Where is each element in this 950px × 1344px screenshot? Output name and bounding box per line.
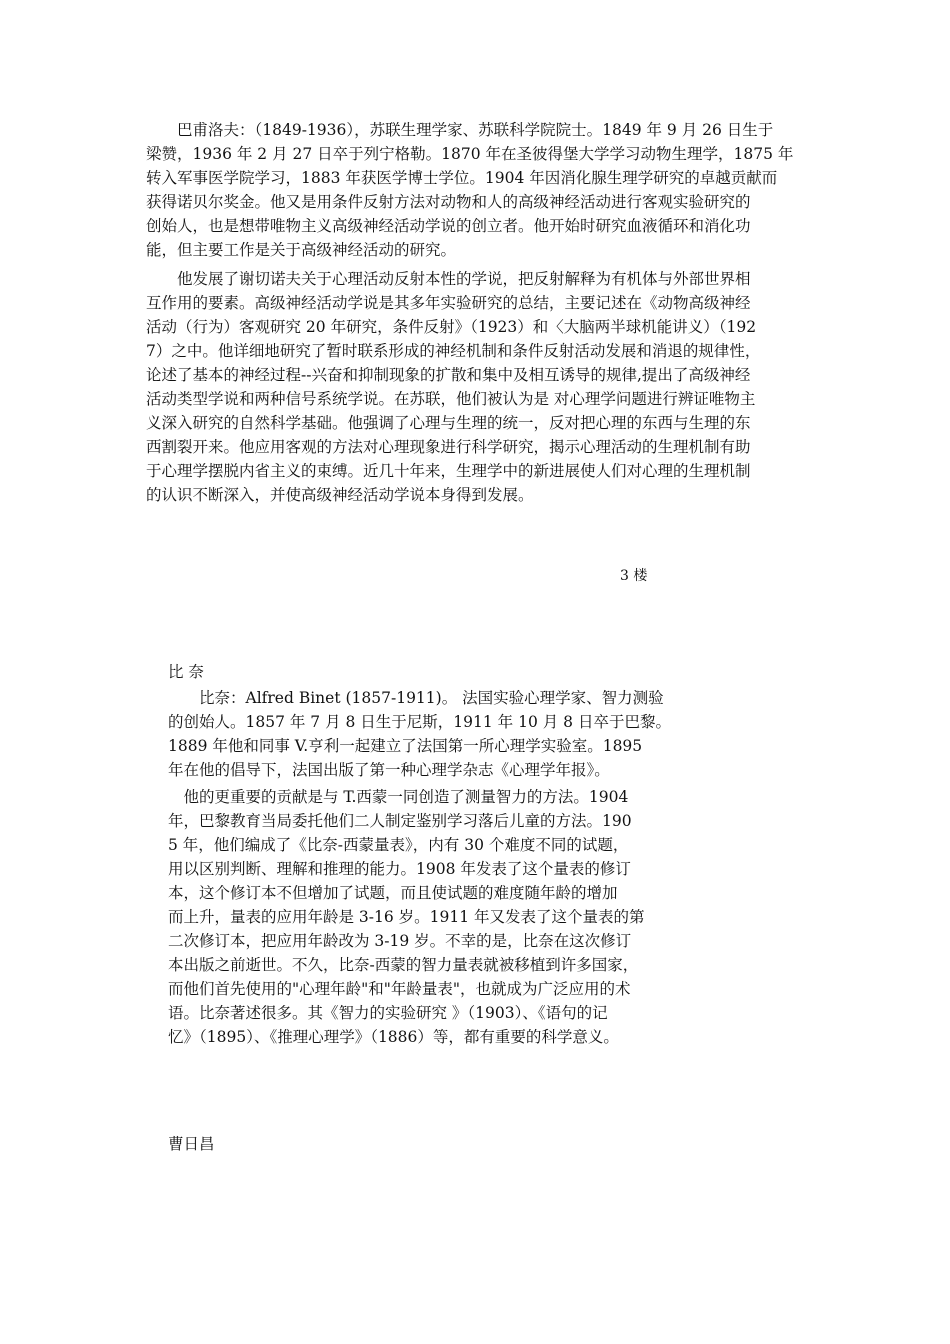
pavlov-line: 的认识不断深入，并使高级神经活动学说本身得到发展。 xyxy=(146,486,534,504)
pavlov-line: 活动类型学说和两种信号系统学说。在苏联，他们被认为是 对心理学问题进行辨证唯物主 xyxy=(146,390,756,408)
cao-heading: 曹日昌 xyxy=(168,1135,215,1153)
pavlov-line: 西割裂开来。他应用客观的方法对心理现象进行科学研究，揭示心理活动的生理机制有助 xyxy=(146,438,751,456)
binet-line: 二次修订本，把应用年龄改为 3-19 岁。不幸的是，比奈在这次修订 xyxy=(168,932,632,950)
binet-heading: 比 奈 xyxy=(168,663,204,681)
pavlov-line: 能，但主要工作是关于高级神经活动的研究。 xyxy=(146,241,457,259)
binet-line: 的创始人。1857 年 7 月 8 日生于尼斯，1911 年 10 月 8 日卒于巴黎。 xyxy=(168,713,671,731)
floor-label: 3 楼 xyxy=(620,568,648,584)
binet-line: 而上升，量表的应用年龄是 3-16 岁。1911 年又发表了这个量表的第 xyxy=(168,908,645,926)
binet-line: 年，巴黎教育当局委托他们二人制定鉴别学习落后儿童的方法。190 xyxy=(168,812,632,830)
binet-line: 1889 年他和同事 V.亨利一起建立了法国第一所心理学实验室。1895 xyxy=(168,737,643,755)
pavlov-line: 获得诺贝尔奖金。他又是用条件反射方法对动物和人的高级神经活动进行客观实验研究的 xyxy=(146,193,751,211)
binet-line: 语。比奈著述很多。其《智力的实验研究 》（1903）、《语句的记 xyxy=(168,1004,608,1022)
pavlov-line: 梁赞，1936 年 2 月 27 日卒于列宁格勒。1870 年在圣彼得堡大学学习动物生理学，1875 年 xyxy=(146,145,794,163)
binet-line: 5 年，他们编成了《比奈-西蒙量表》，内有 30 个难度不同的试题， xyxy=(168,836,629,854)
binet-line: 本，这个修订本不但增加了试题，而且使试题的难度随年龄的增加 xyxy=(168,884,618,902)
binet-line: 忆》（1895）、《推理心理学》（1886）等，都有重要的科学意义。 xyxy=(168,1028,619,1046)
pavlov-line: 7）之中。他详细地研究了暂时联系形成的神经机制和条件反射活动发展和消退的规律性， xyxy=(146,342,761,360)
pavlov-line: 互作用的要素。高级神经活动学说是其多年实验研究的总结，主要记述在《动物高级神经 xyxy=(146,294,751,312)
pavlov-line: 转入军事医学院学习，1883 年获医学博士学位。1904 年因消化腺生理学研究的卓越贡献而 xyxy=(146,169,778,187)
binet-line: 而他们首先使用的"心理年龄"和"年龄量表"，也就成为广泛应用的术 xyxy=(168,980,631,998)
pavlov-line: 论述了基本的神经过程--兴奋和抑制现象的扩散和集中及相互诱导的规律,提出了高级神经 xyxy=(146,366,751,384)
binet-line: 他的更重要的贡献是与 T.西蒙一同创造了测量智力的方法。1904 xyxy=(168,788,629,806)
binet-line: 年在他的倡导下，法国出版了第一种心理学杂志《心理学年报》。 xyxy=(168,761,610,779)
pavlov-line: 创始人，也是想带唯物主义高级神经活动学说的创立者。他开始时研究血液循环和消化功 xyxy=(146,217,751,235)
binet-line: 本出版之前逝世。不久，比奈-西蒙的智力量表就被移植到许多国家， xyxy=(168,956,639,974)
pavlov-line: 他发展了谢切诺夫关于心理活动反射本性的学说，把反射解释为有机体与外部世界相 xyxy=(146,270,751,288)
pavlov-line: 于心理学摆脱内省主义的束缚。近几十年来，生理学中的新进展使人们对心理的生理机制 xyxy=(146,462,751,480)
pavlov-line: 义深入研究的自然科学基础。他强调了心理与生理的统一，反对把心理的东西与生理的东 xyxy=(146,414,751,432)
pavlov-line: 巴甫洛夫：（1849-1936），苏联生理学家、苏联科学院院士。1849 年 9 月 26 日生于 xyxy=(146,121,774,139)
pavlov-line: 活动（行为）客观研究 20 年研究，条件反射》（1923）和〈大脑两半球机能讲义）（192 xyxy=(146,318,757,336)
binet-line: 用以区别判断、理解和推理的能力。1908 年发表了这个量表的修订 xyxy=(168,860,631,878)
binet-line: 比奈：Alfred Binet (1857-1911)。 法国实验心理学家、智力测验 xyxy=(168,689,664,707)
